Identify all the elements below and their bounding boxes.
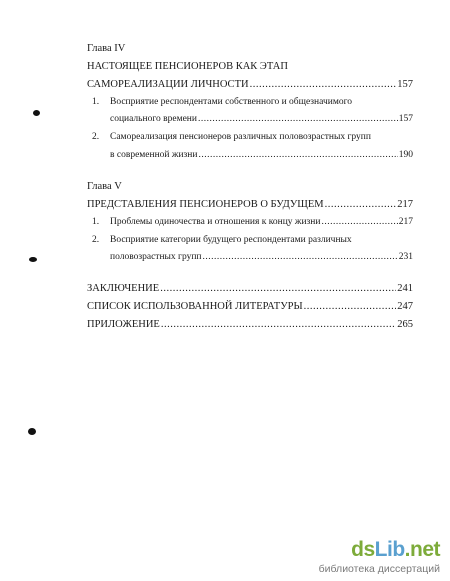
page-number: 265 (397, 319, 413, 330)
dot-leader (325, 200, 397, 211)
chapter-5-title-entry (87, 200, 413, 211)
entry-label: СПИСОК ИСПОЛЬЗОВАННОЙ ЛИТЕРАТУРЫ (87, 301, 303, 312)
page-number: 217 (397, 199, 413, 210)
watermark (319, 538, 440, 575)
dot-leader (161, 320, 396, 331)
page-number: 157 (398, 114, 413, 124)
dot-leader (203, 253, 398, 263)
item-text: Восприятие категории будущего респондентами различных (110, 235, 352, 245)
item-text-cont: социального времени (110, 114, 197, 124)
toc-item-4-1-line1 (92, 98, 352, 108)
chapter-4-label: Глава IV (87, 43, 126, 54)
toc-item-4-2-line1 (92, 133, 371, 143)
page-number: 217 (398, 217, 413, 227)
page-number: 247 (397, 301, 413, 312)
item-text: Восприятие респондентами собственного и общезначимого (110, 97, 352, 107)
watermark-subtitle: библиотека диссертаций (318, 563, 440, 575)
toc-item-5-2-line1 (92, 236, 352, 246)
chapter-5-title: ПРЕДСТАВЛЕНИЯ ПЕНСИОНЕРОВ О БУДУЩЕМ (87, 199, 324, 210)
watermark-logo: dsLib.net (351, 538, 440, 561)
toc-references (87, 302, 413, 313)
chapter-4-title-entry (87, 80, 413, 91)
toc-conclusion (87, 284, 413, 295)
entry-label: ЗАКЛЮЧЕНИЕ (87, 283, 160, 294)
toc-appendix (87, 320, 413, 331)
entry-label: ПРИЛОЖЕНИЕ (87, 319, 160, 330)
item-number: 1. (92, 97, 100, 107)
chapter-4-title-line2: САМОРЕАЛИЗАЦИИ ЛИЧНОСТИ (87, 79, 249, 90)
item-text: Проблемы одиночества и отношения к концу жизни (110, 217, 321, 227)
chapter-5-label: Глава V (87, 181, 122, 192)
scan-speck (33, 110, 40, 116)
toc-item-5-2-line2 (110, 253, 413, 263)
page-number: 241 (397, 283, 413, 294)
item-number: 2. (92, 132, 100, 142)
item-text: Самореализация пенсионеров различных половозрастных групп (110, 132, 371, 142)
page-number: 231 (398, 252, 413, 262)
scan-speck (29, 257, 37, 262)
dot-leader (198, 115, 398, 125)
item-text-cont: половозрастных групп (110, 252, 202, 262)
dot-leader (304, 302, 397, 313)
dot-leader (160, 284, 396, 295)
page-number: 157 (397, 79, 413, 90)
chapter-4-title-line1: НАСТОЯЩЕЕ ПЕНСИОНЕРОВ КАК ЭТАП (87, 61, 288, 72)
scan-speck (28, 428, 36, 435)
item-number: 1. (92, 217, 100, 227)
dot-leader (250, 80, 397, 91)
toc-item-5-1 (92, 218, 413, 228)
dot-leader (198, 151, 397, 161)
item-number: 2. (92, 235, 100, 245)
item-text-cont: в современной жизни (110, 150, 198, 160)
toc-item-4-1-line2 (110, 115, 413, 125)
toc-item-4-2-line2 (110, 151, 413, 161)
dot-leader (321, 218, 397, 228)
page-number: 190 (398, 150, 413, 160)
